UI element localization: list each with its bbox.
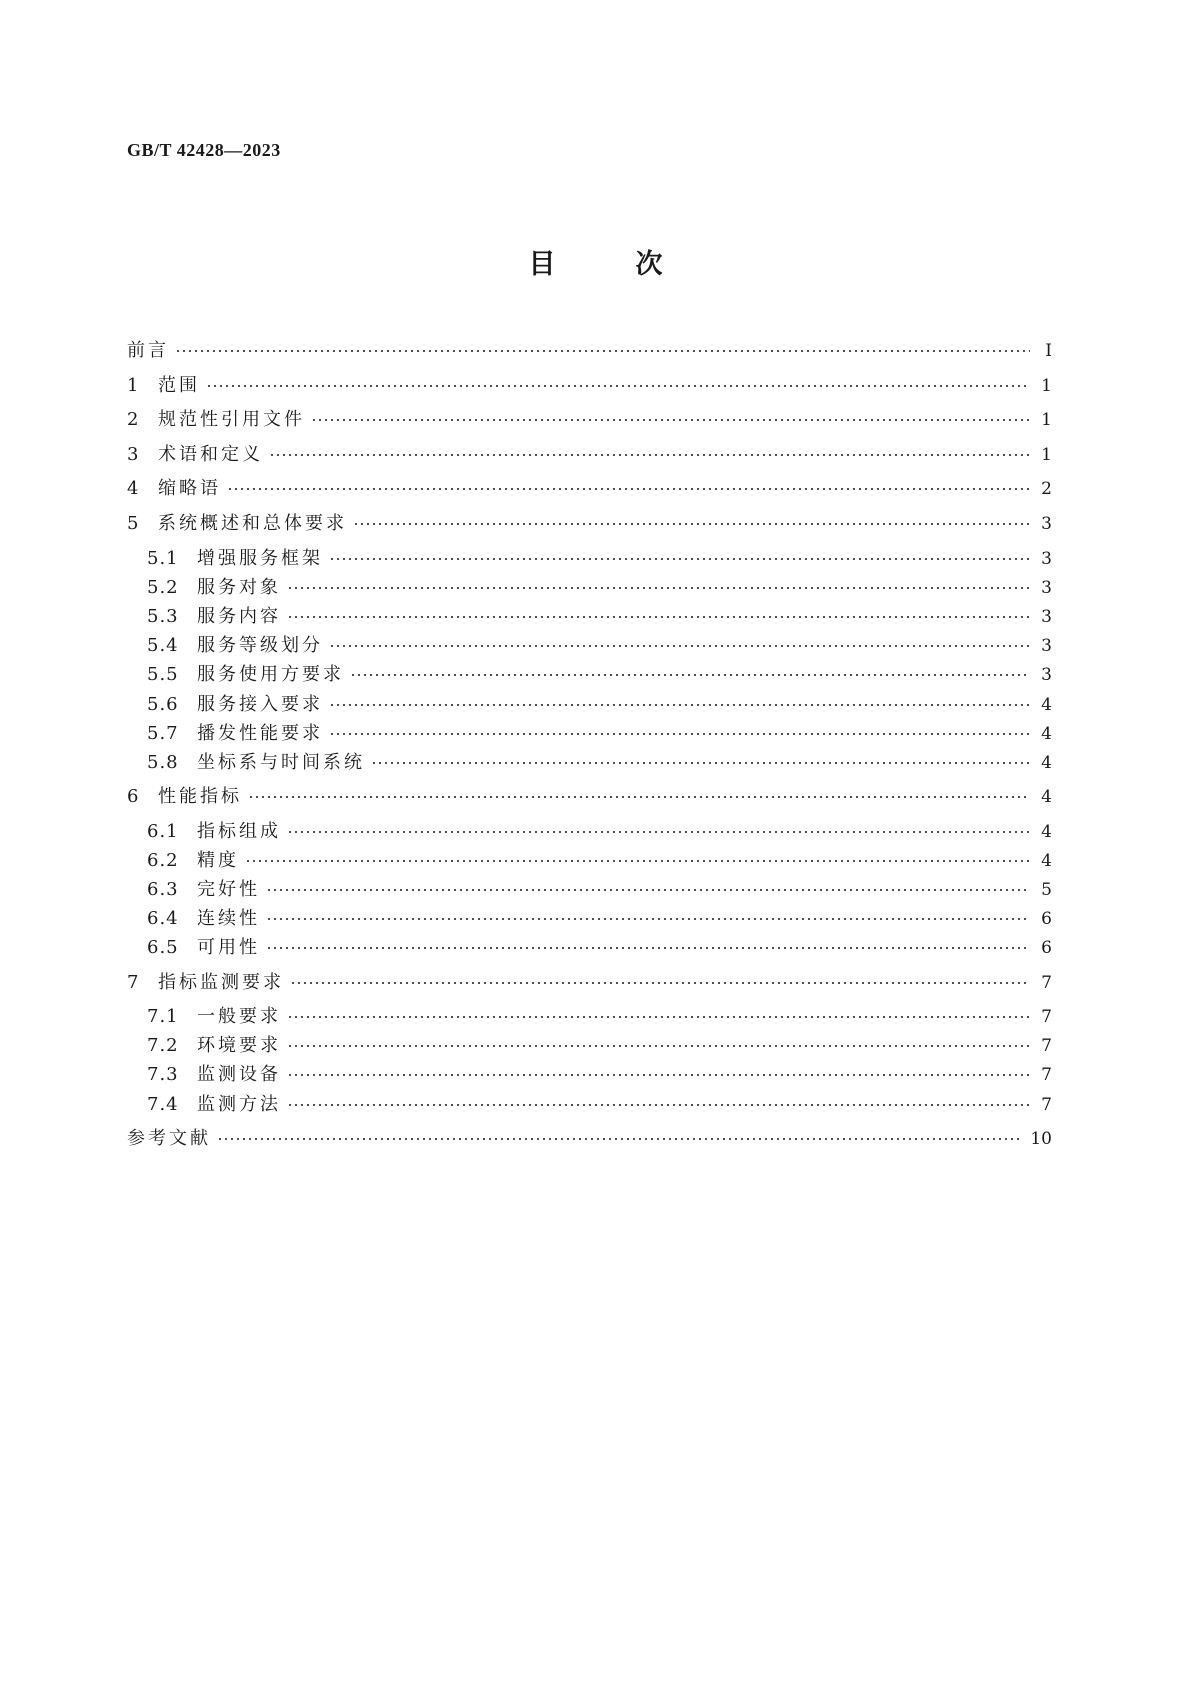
toc-entry-page: 7 [1041,1065,1052,1085]
toc-entry-page: 6 [1041,938,1052,958]
toc-dot-leader [217,1135,1022,1143]
toc-entry-number: 5 [127,513,140,534]
toc-entry-number: 7 [127,972,140,993]
toc-entry-page: 7 [1041,1095,1052,1115]
toc-entry-number: 7.4 [147,1094,179,1115]
toc-entry-label: 连续性 [197,908,260,929]
toc-entry-page: 7 [1041,1036,1052,1056]
toc-entry-number: 5.5 [147,664,179,685]
toc-entry-label: 性能指标 [158,786,242,807]
toc-entry-page: 3 [1041,578,1052,598]
toc-entry[interactable] [147,692,1052,718]
toc-entry[interactable] [127,407,1052,433]
toc-entry-page: 3 [1041,636,1052,656]
toc-dot-leader [266,915,1030,923]
toc-entry-label: 指标组成 [197,821,281,842]
toc-title-char-1: 目 [528,249,556,280]
toc-dot-leader [245,857,1030,865]
toc-dot-leader [175,347,1030,355]
toc-entry-number: 7.3 [147,1064,179,1085]
toc-entry[interactable] [147,546,1052,572]
toc-entry-page: 10 [1030,1129,1052,1149]
toc-entry-label: 术语和定义 [158,444,263,465]
toc-entry-page: 4 [1041,724,1052,744]
toc-entry-page: 2 [1041,479,1052,499]
toc-entry-number: 6.4 [147,908,179,929]
toc-entry-page: 5 [1041,880,1052,900]
toc-dot-leader [311,416,1030,424]
toc-entry-number: 5.6 [147,694,179,715]
toc-entry-page: 6 [1041,909,1052,929]
toc-entry[interactable] [147,819,1052,845]
toc-entry-page: 3 [1041,607,1052,627]
toc-entry[interactable] [147,721,1052,747]
toc-entry-page: 4 [1041,851,1052,871]
toc-entry-page: 7 [1041,1007,1052,1027]
toc-entry-label: 范围 [158,375,200,396]
toc-entry-label: 精度 [197,850,239,871]
toc-entry-page: Ⅰ [1045,341,1052,361]
toc-entry-page: 3 [1041,665,1052,685]
toc-entry-page: 1 [1041,376,1052,396]
toc-entry[interactable] [147,906,1052,932]
toc-entry[interactable] [127,1126,1052,1152]
toc-entry-number: 5.8 [147,752,179,773]
toc-entry-number: 6.5 [147,937,179,958]
toc-entry[interactable] [147,1004,1052,1030]
toc-dot-leader [329,701,1030,709]
toc-entry-page: 4 [1041,787,1052,807]
toc-entry-number: 7.2 [147,1035,179,1056]
toc-entry-number: 5.7 [147,723,179,744]
toc-entry-label: 监测设备 [197,1064,281,1085]
toc-entry-label: 指标监测要求 [158,972,284,993]
toc-dot-leader [266,944,1030,952]
toc-title-char-2: 次 [635,249,663,280]
toc-entry[interactable] [147,1062,1052,1088]
toc-dot-leader [287,1071,1030,1079]
toc-dot-leader [269,451,1030,459]
toc-dot-leader [206,382,1030,390]
toc-dot-leader [290,979,1030,987]
toc-entry-number: 3 [127,444,140,465]
toc-entry-page: 4 [1041,695,1052,715]
toc-entry-label: 服务使用方要求 [197,664,344,685]
toc-dot-leader [350,671,1030,679]
toc-entry[interactable] [147,848,1052,874]
toc-entry-number: 6.3 [147,879,179,900]
toc-entry[interactable] [127,970,1052,996]
toc-entry-page: 3 [1041,549,1052,569]
document-code: GB/T 42428—2023 [127,140,281,160]
toc-dot-leader [371,759,1030,767]
toc-entry-number: 7.1 [147,1006,179,1027]
toc-entry-label: 一般要求 [197,1006,281,1027]
toc-entry-label: 服务内容 [197,606,281,627]
toc-entry-number: 2 [127,409,140,430]
toc-entry-label: 坐标系与时间系统 [197,752,365,773]
toc-entry[interactable] [147,935,1052,961]
toc-entry-label: 服务对象 [197,577,281,598]
toc-dot-leader [227,485,1030,493]
toc-title [0,242,1191,281]
toc-dot-leader [353,520,1030,528]
toc-entry[interactable] [127,442,1052,468]
toc-entry-number: 6.1 [147,821,179,842]
toc-entry[interactable] [147,575,1052,601]
toc-entry-number: 4 [127,478,140,499]
toc-entry-label: 可用性 [197,937,260,958]
toc-entry[interactable] [147,750,1052,776]
toc-entry-label: 参考文献 [127,1128,211,1149]
toc-entry[interactable] [127,784,1052,810]
toc-entry-number: 5.2 [147,577,179,598]
toc-entry-number: 5.1 [147,548,179,569]
toc-dot-leader [287,584,1030,592]
toc-entry-page: 1 [1041,445,1052,465]
toc-entry-page: 7 [1041,973,1052,993]
toc-entry-label: 系统概述和总体要求 [158,513,347,534]
toc-entry-label: 增强服务框架 [197,548,323,569]
toc-entry-number: 1 [127,375,140,396]
toc-entry[interactable] [127,373,1052,399]
toc-dot-leader [266,886,1030,894]
toc-entry[interactable] [147,604,1052,630]
toc-entry-label: 完好性 [197,879,260,900]
toc-entry-label: 监测方法 [197,1094,281,1115]
toc-entry-number: 6 [127,786,140,807]
toc-entry-label: 服务等级划分 [197,635,323,656]
toc-entry[interactable] [147,662,1052,688]
toc-dot-leader [248,793,1030,801]
toc-entry-label: 缩略语 [158,478,221,499]
toc-entry-page: 4 [1041,753,1052,773]
toc-entry-page: 3 [1041,514,1052,534]
toc-entry[interactable] [147,1092,1052,1118]
toc-dot-leader [329,555,1030,563]
toc-entry[interactable] [147,633,1052,659]
toc-entry-label: 前言 [127,340,169,361]
toc-entry[interactable] [147,877,1052,903]
toc-entry-number: 6.2 [147,850,179,871]
toc-entry-label: 播发性能要求 [197,723,323,744]
toc-entry-number: 5.4 [147,635,179,656]
toc-entry[interactable] [127,338,1052,364]
toc-entry-label: 环境要求 [197,1035,281,1056]
toc-entry-label: 规范性引用文件 [158,409,305,430]
toc-entry-label: 服务接入要求 [197,694,323,715]
toc-entry[interactable] [127,511,1052,537]
toc-dot-leader [329,642,1030,650]
toc-entry-number: 5.3 [147,606,179,627]
toc-dot-leader [287,613,1030,621]
toc-dot-leader [287,828,1030,836]
toc-dot-leader [287,1013,1030,1021]
toc-entry[interactable] [127,476,1052,502]
toc-entry-page: 4 [1041,822,1052,842]
toc-entry-page: 1 [1041,410,1052,430]
toc-dot-leader [287,1101,1030,1109]
toc-dot-leader [287,1042,1030,1050]
toc-entry[interactable] [147,1033,1052,1059]
toc-dot-leader [329,730,1030,738]
